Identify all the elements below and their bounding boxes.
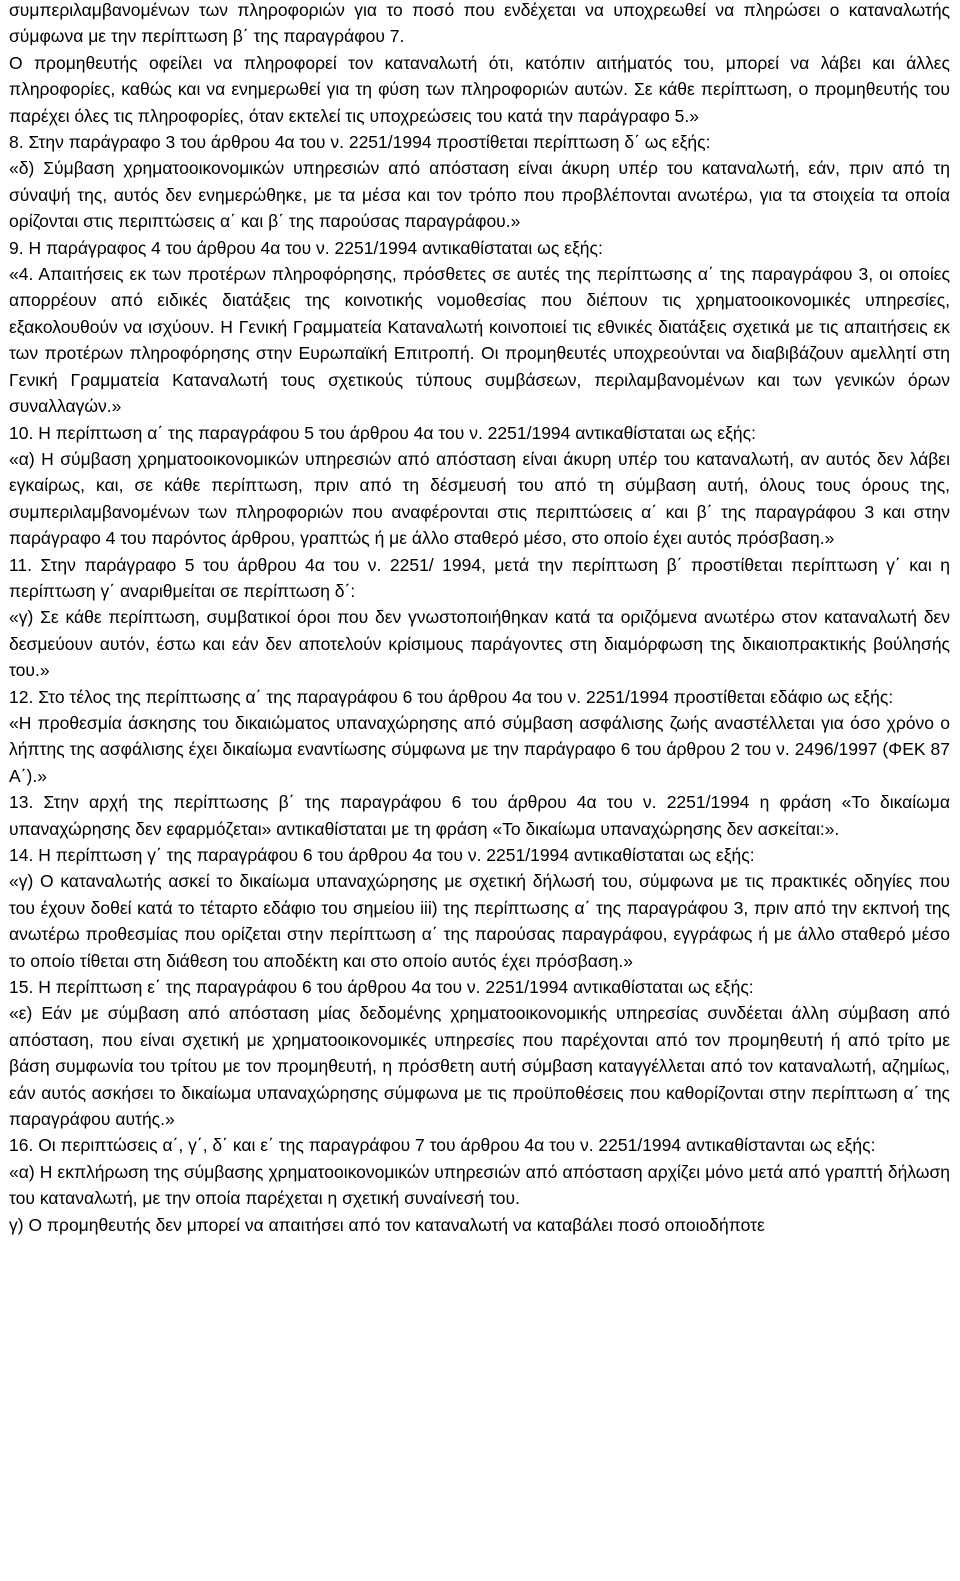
paragraph-item-12: 12. Στο τέλος της περίπτωσης α΄ της παραγράφου 6 του άρθρου 4α του ν. 2251/1994 προστίθεται εδάφιο ως εξής: xyxy=(9,686,894,707)
paragraph-item-9-text: «4. Απαιτήσεις εκ των προτέρων πληροφόρησης, πρόσθετες σε αυτές της περίπτωσης α΄ της παραγράφου 3, οι οποίες απορρέουν από ειδικές διατάξεις της κοινοτικής νομοθεσίας που διέπουν τις χρηματοοικονομικές υπηρεσίες, εξακολουθούν να ισχύουν. Η Γενική Γραμματεία Καταναλωτή κοινοποιεί τις εθνικές διατάξεις σχετικά με τις απαιτήσεις εκ των προτέρων πληροφόρησης στην Ευρωπαϊκή Επιτροπή. Οι προμηθευτές υποχρεούνται να διαβιβάζουν αμελλητί στη Γενική Γραμματεία Καταναλωτή τους σχετικούς τύπους συμβάσεων, περιλαμβανομένων και των γενικών όρων συναλλαγών.» xyxy=(9,264,950,417)
paragraph-item-11-text: «γ) Σε κάθε περίπτωση, συμβατικοί όροι που δεν γνωστοποιήθηκαν κατά τα οριζόμενα ανωτέρω στον καταναλωτή δεν δεσμεύουν αυτόν, έστω και εάν δεν αποτελούν κρίσιμους παράγοντες στη διαμόρφωση της δικαιοπρακτικής βούλησής του.» xyxy=(9,607,950,681)
paragraph-item-15-text: «ε) Εάν με σύμβαση από απόσταση μίας δεδομένης χρηματοοικονομικής υπηρεσίας συνδέεται άλλη σύμβαση από απόσταση, που είναι σχετική με χρηματοοικονομικές υπηρεσίες που παρέχονται από τον προμηθευτή ή από τρίτο με βάση συμφωνία του τρίτου με τον προμηθευτή, η πρόσθετη αυτή σύμβαση καταγγέλλεται από τον καταναλωτή, αζημίως, εάν αυτός ασκήσει το δικαίωμα υπαναχώρησης σύμφωνα με τις προϋποθέσεις που καθορίζονται στην περίπτωση α΄ της παραγράφου αυτής.» xyxy=(9,1003,950,1130)
paragraph-item-11: 11. Στην παράγραφο 5 του άρθρου 4α του ν. 2251/ 1994, μετά την περίπτωση β΄ προστίθεται περίπτωση γ΄ και η περίπτωση γ΄ αναριθμείται σε περίπτωση δ΄: xyxy=(9,554,950,601)
paragraph-item-15: 15. Η περίπτωση ε΄ της παραγράφου 6 του άρθρου 4α του ν. 2251/1994 αντικαθίσταται ως εξής: xyxy=(9,977,754,998)
paragraph-item-12-text: «Η προθεσμία άσκησης του δικαιώματος υπαναχώρησης από σύμβαση ασφάλισης ζωής αναστέλλεται για όσο χρόνο ο λήπτης της ασφάλισης έχει δικαίωμα εναντίωσης σύμφωνα με την παράγραφο 6 του άρθρου 2 του ν. 2496/1997 (ΦΕΚ 87 Α΄).» xyxy=(9,712,950,786)
paragraph-item-9: 9. Η παράγραφος 4 του άρθρου 4α του ν. 2251/1994 αντικαθίσταται ως εξής: xyxy=(9,237,603,258)
paragraph-item-8-text: «δ) Σύμβαση χρηματοοικονομικών υπηρεσιών από απόσταση είναι άκυρη υπέρ του καταναλωτή, εάν, πριν από τη σύναψή της, αυτός δεν ενημερώθηκε, με τα μέσα και τον τρόπο που προβλέπονται ανωτέρω, για τα στοιχεία τα οποία ορίζονται στις περιπτώσεις α΄ και β΄ της παρούσας παραγράφου.» xyxy=(9,158,950,232)
paragraph-item-16: 16. Οι περιπτώσεις α΄, γ΄, δ΄ και ε΄ της παραγράφου 7 του άρθρου 4α του ν. 2251/1994 αντικαθίστανται ως εξής: xyxy=(9,1135,876,1156)
paragraph-item-8: 8. Στην παράγραφο 3 του άρθρου 4α του ν. 2251/1994 προστίθεται περίπτωση δ΄ ως εξής: xyxy=(9,132,711,153)
paragraph-item-16-text-c: γ) Ο προμηθευτής δεν μπορεί να απαιτήσει από τον καταναλωτή να καταβάλει ποσό οποιοδήποτε xyxy=(9,1214,765,1235)
paragraph-supplier-obligation: Ο προμηθευτής οφείλει να πληροφορεί τον καταναλωτή ότι, κατόπιν αιτήματός του, μπορεί να λάβει και άλλες πληροφορίες, καθώς και να ενημερωθεί για τη φύση των πληροφοριών αυτών. Σε κάθε περίπτωση, ο προμηθευτής του παρέχει όλες τις πληροφορίες, όταν εκτελεί τις υποχρεώσεις του κατά την παράγραφο 5.» xyxy=(9,52,950,126)
paragraph-item-16-text-a: «α) Η εκπλήρωση της σύμβασης χρηματοοικονομικών υπηρεσιών από απόσταση αρχίζει μόνο μετά από γραπτή δήλωση του καταναλωτή, με την οποία παρέχεται η σχετική συναίνεσή του. xyxy=(9,1161,950,1209)
paragraph-continuation: συμπεριλαμβανομένων των πληροφοριών για το ποσό που ενδέχεται να υποχρεωθεί να πληρώσει ο καταναλωτής σύμφωνα με την περίπτωση β΄ της παραγράφου 7. xyxy=(9,0,950,47)
paragraph-item-14: 14. Η περίπτωση γ΄ της παραγράφου 6 του άρθρου 4α του ν. 2251/1994 αντικαθίσταται ως εξής: xyxy=(9,845,755,865)
paragraph-item-10: 10. Η περίπτωση α΄ της παραγράφου 5 του άρθρου 4α του ν. 2251/1994 αντικαθίσταται ως εξής: xyxy=(9,422,756,443)
document-body xyxy=(9,0,950,1238)
paragraph-item-13: 13. Στην αρχή της περίπτωσης β΄ της παραγράφου 6 του άρθρου 4α του ν. 2251/1994 η φράση «Το δικαίωμα υπαναχώρησης δεν εφαρμόζεται» αντικαθίσταται με τη φράση «Το δικαίωμα υπαναχώρησης δεν ασκείται:». xyxy=(9,792,950,839)
paragraph-item-10-text: «α) Η σύμβαση χρηματοοικονομικών υπηρεσιών από απόσταση είναι άκυρη υπέρ του καταναλωτή, αν αυτός δεν λάβει εγκαίρως, και, σε κάθε περίπτωση, πριν από τη δέσμευσή του από τη σύμβαση αυτή, όλους τους όρους της, συμπεριλαμβανομένων των πληροφοριών που αναφέρονται στις περιπτώσεις α΄ και β΄ της παραγράφου 3 και στην παράγραφο 4 του παρόντος άρθρου, γραπτώς ή με άλλο σταθερό μέσο, στο οποίο έχει αυτός πρόσβαση.» xyxy=(9,448,950,549)
paragraph-item-14-text: «γ) Ο καταναλωτής ασκεί το δικαίωμα υπαναχώρησης με σχετική δήλωσή του, σύμφωνα με τις πρακτικές οδηγίες που του έχουν δοθεί κατά το τέταρτο εδάφιο του σημείου iii) της περίπτωσης α΄ της παραγράφου 3, πριν από την εκπνοή της ανωτέρω προθεσμίας που ορίζεται στην περίπτωση α΄ της παρούσας παραγράφου, εγγράφως ή με άλλο σταθερό μέσο το οποίο τίθεται στη διάθεση του αποδέκτη και στο οποίο αυτός έχει πρόσβαση.» xyxy=(9,871,950,971)
